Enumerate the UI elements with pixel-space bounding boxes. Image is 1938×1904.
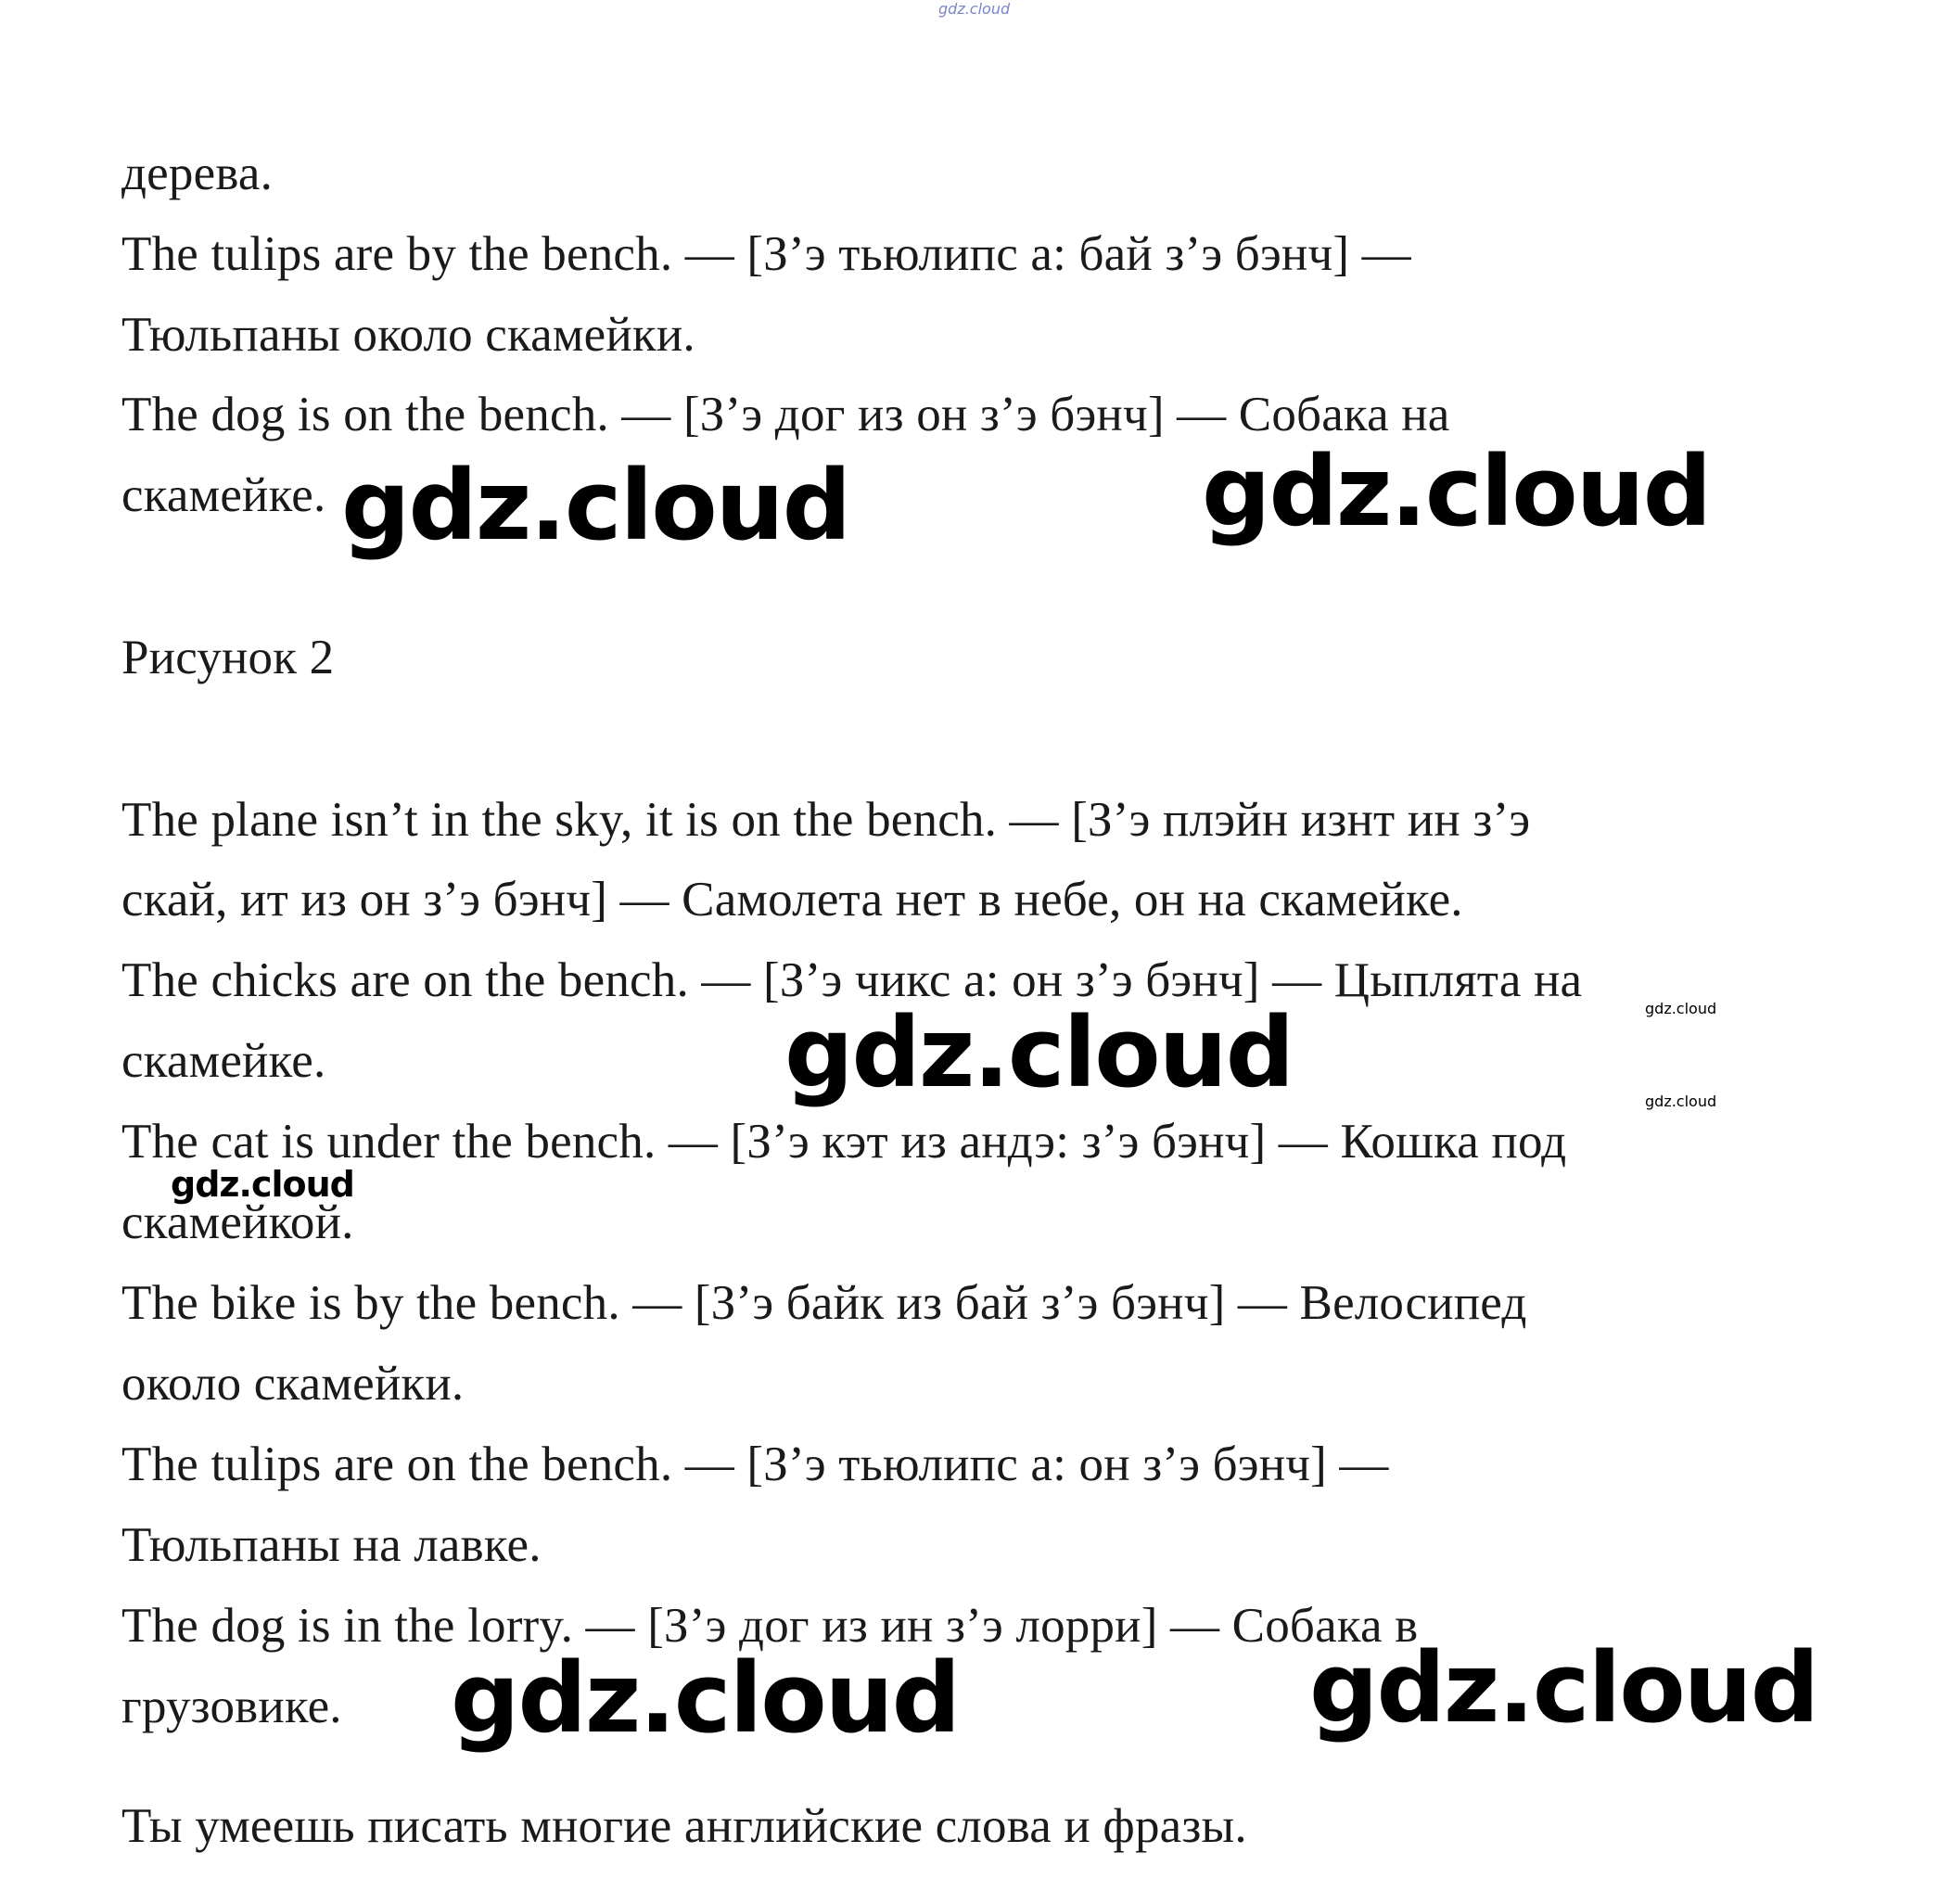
text-line-8: The chicks are on the bench. — [З’э чикс а: он з’э бэнч] — Цыплята на xyxy=(121,953,1583,1007)
watermark-big-3: gdz.cloud xyxy=(784,996,1294,1109)
text-line-13: около скамейки. xyxy=(121,1357,465,1411)
figure-caption: Рисунок 2 xyxy=(121,631,335,684)
header-watermark: gdz.cloud xyxy=(938,0,1011,18)
text-line-9: скамейке. xyxy=(121,1034,326,1088)
watermark-big-4: gdz.cloud xyxy=(451,1642,960,1755)
text-line-4: The dog is on the bench. — [З’э дог из он з’э бэнч] — Собака на xyxy=(121,388,1450,441)
text-line-17: грузовике. xyxy=(121,1680,342,1733)
text-line-12: The bike is by the bench. — [З’э байк из бай з’э бэнч] — Велосипед xyxy=(121,1276,1527,1330)
watermark-small-1: gdz.cloud xyxy=(1645,1000,1717,1017)
watermark-big-5: gdz.cloud xyxy=(1309,1631,1818,1744)
text-line-16: The dog is in the lorry. — [З’э дог из ин з’э лорри] — Собака в xyxy=(121,1599,1419,1653)
text-line-7: скай, ит из он з’э бэнч] — Самолета нет в небе, он на скамейке. xyxy=(121,873,1463,926)
text-line-11: скамейкой. xyxy=(121,1195,354,1249)
text-line-10: The cat is under the bench. — [З’э кэт из андэ: з’э бэнч] — Кошка под xyxy=(121,1115,1567,1169)
text-line-1: дерева. xyxy=(121,147,274,200)
watermark-mid-1: gdz.cloud xyxy=(171,1164,354,1205)
watermark-big-1: gdz.cloud xyxy=(341,449,850,562)
text-line-6: The plane isn’t in the sky, it is on the bench. — [З’э плэйн изнт ин з’э xyxy=(121,793,1531,847)
text-line-15: Тюльпаны на лавке. xyxy=(121,1518,542,1572)
text-line-5: скамейке. xyxy=(121,468,326,522)
watermark-small-2: gdz.cloud xyxy=(1645,1093,1717,1110)
watermark-big-2: gdz.cloud xyxy=(1202,435,1711,548)
text-line-3: Тюльпаны около скамейки. xyxy=(121,308,695,362)
text-line-18: Ты умеешь писать многие английские слова и фразы. xyxy=(121,1799,1247,1853)
text-line-2: The tulips are by the bench. — [З’э тьюлипс а: бай з’э бэнч] — xyxy=(121,227,1411,281)
text-line-14: The tulips are on the bench. — [З’э тьюлипс а: он з’э бэнч] — xyxy=(121,1438,1389,1491)
